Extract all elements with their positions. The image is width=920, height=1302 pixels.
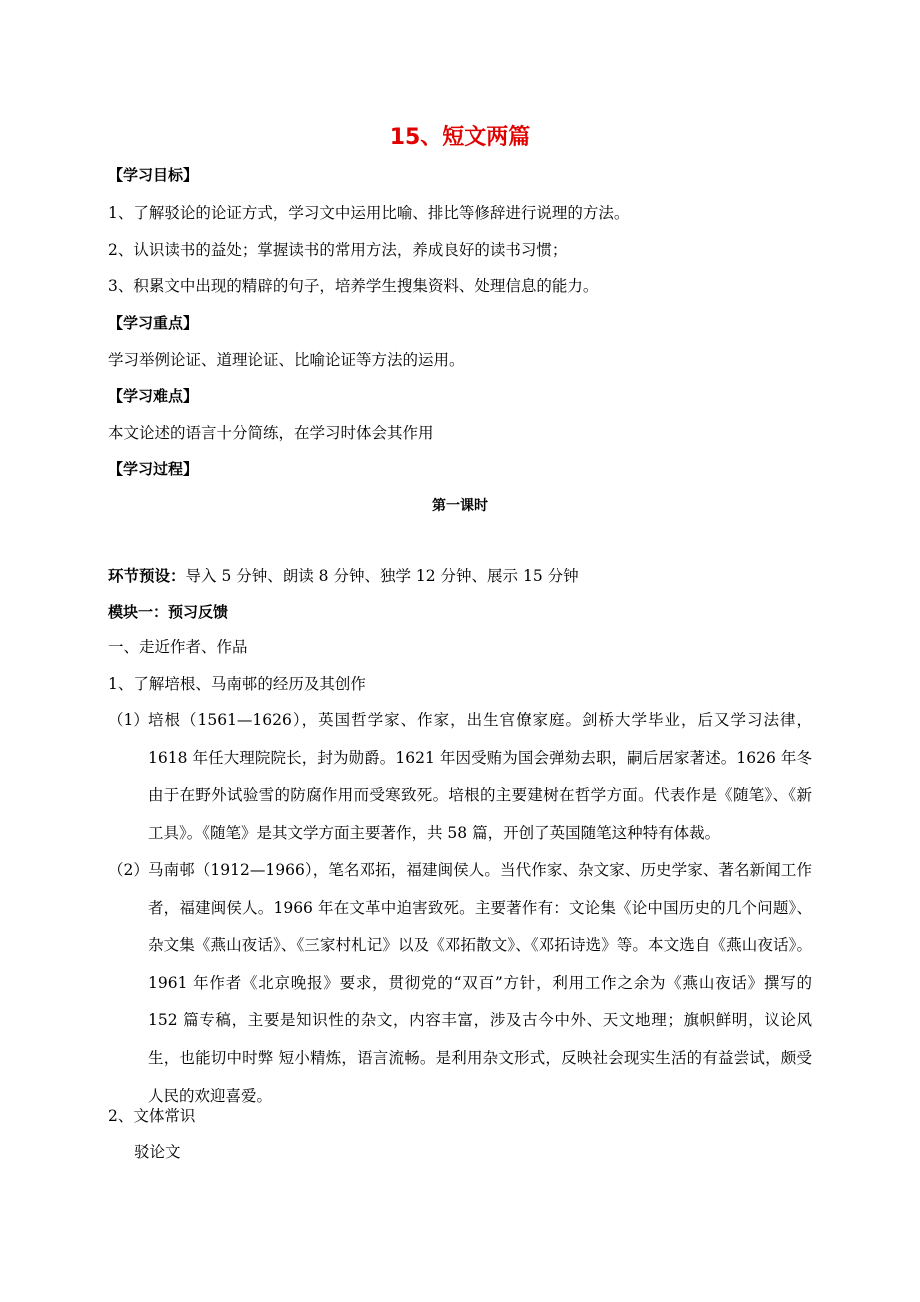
schedule-line bbox=[108, 566, 579, 586]
item-two-heading: 2、文体常识 bbox=[108, 1107, 196, 1125]
focus-text: 学习举例论证、道理论证、比喻论证等方法的运用。 bbox=[108, 351, 465, 369]
item-one-heading: 1、了解培根、马南邨的经历及其创作 bbox=[108, 675, 366, 693]
genre-text: 驳论文 bbox=[134, 1143, 181, 1161]
goals-heading: 【学习目标】 bbox=[108, 166, 199, 184]
ma-paragraph bbox=[108, 852, 812, 1115]
schedule-label: 环节预设： bbox=[108, 567, 186, 585]
schedule-text: 导入 5 分钟、朗读 8 分钟、独学 12 分钟、展示 15 分钟 bbox=[185, 567, 579, 585]
difficulty-text: 本文论述的语言十分简练，在学习时体会其作用 bbox=[108, 424, 434, 442]
focus-heading: 【学习重点】 bbox=[108, 314, 199, 332]
document-title: 15、短文两篇 bbox=[389, 125, 531, 150]
bacon-marker: （1） bbox=[108, 711, 149, 729]
goal-2: 2、认识读书的益处；掌握读书的常用方法，养成良好的读书习惯； bbox=[108, 241, 568, 259]
bacon-paragraph bbox=[108, 702, 812, 852]
ma-text: 马南邨（1912—1966），笔名邓拓，福建闽侯人。当代作家、杂文家、历史学家、著名新闻工作者，福建闽侯人。1966 年在文革中迫害致死。主要著作有：文论集《论中国历史的几个问题》、杂文集《燕山夜话》、《三家村札记》以及《邓拓散文》、《邓拓诗选》等。本文选自《燕山夜话》。1961 年作者《北京晚报》要求，贯彻党的“双百”方针，利用工作之余为《燕山夜话》撰写的 152 篇专稿，主要是知识性的杂文，内容丰富，涉及古今中外、天文地理；旗帜鲜明，议论风生，也能切中时弊 短小精炼，语言流畅。是利用杂文形式，反映社会现实生活的有益尝试，颇受人民的欢迎喜爱。 bbox=[148, 861, 812, 1105]
part-one-heading: 一、走近作者、作品 bbox=[108, 638, 248, 656]
goal-3: 3、积累文中出现的精辟的句子，培养学生搜集资料、处理信息的能力。 bbox=[108, 277, 599, 295]
goal-1: 1、了解驳论的论证方式，学习文中运用比喻、排比等修辞进行说理的方法。 bbox=[108, 204, 630, 222]
process-heading: 【学习过程】 bbox=[108, 460, 199, 478]
ma-marker: （2） bbox=[108, 861, 149, 879]
module-title: 模块一：预习反馈 bbox=[108, 603, 229, 621]
difficulty-heading: 【学习难点】 bbox=[108, 387, 199, 405]
bacon-text: 培根（1561—1626），英国哲学家、作家，出生官僚家庭。剑桥大学毕业，后又学习法律，1618 年任大理院院长，封为勋爵。1621 年因受贿为国会弹劾去职，嗣后居家著述。1626 年冬由于在野外试验雪的防腐作用而受寒致死。培根的主要建树在哲学方面。代表作是《随笔》、《新工具》。《随笔》是其文学方面主要著作，共 58 篇，开创了英国随笔这种特有体裁。 bbox=[148, 711, 812, 842]
lesson-subtitle: 第一课时 bbox=[432, 498, 488, 514]
